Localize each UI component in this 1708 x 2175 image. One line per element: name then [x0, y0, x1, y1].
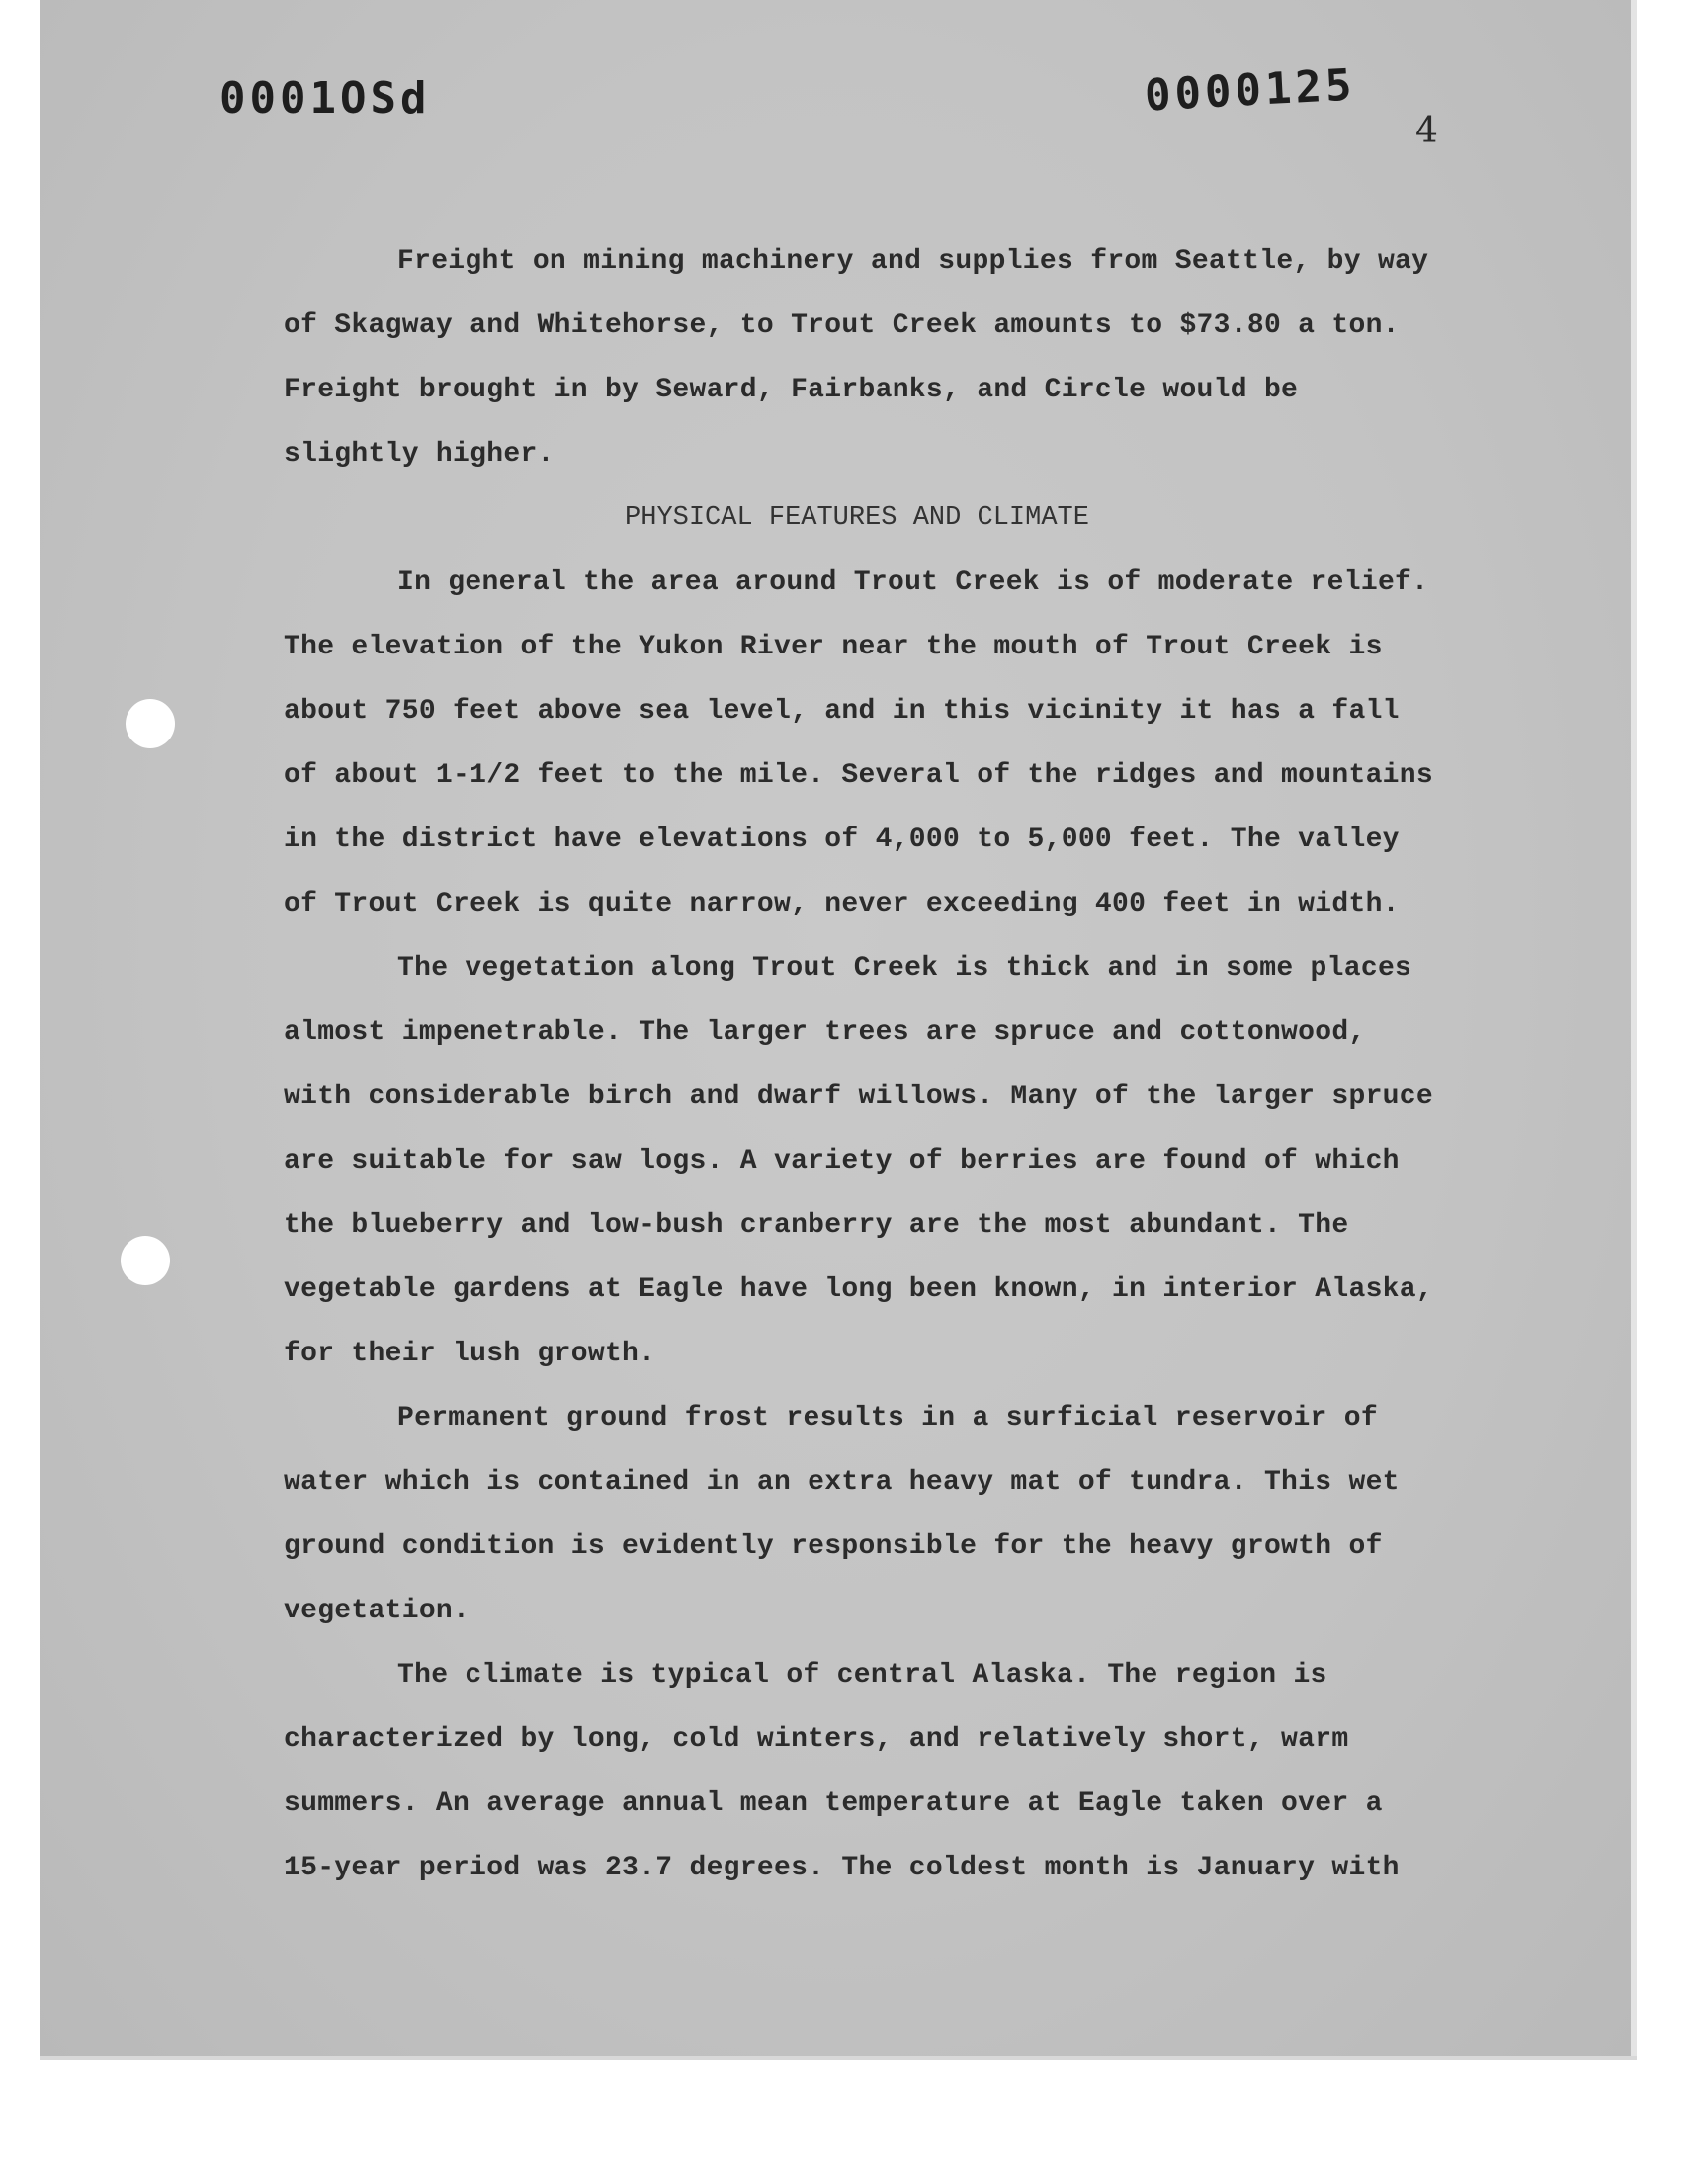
binder-hole-lower	[121, 1236, 170, 1285]
section-heading: PHYSICAL FEATURES AND CLIMATE	[625, 503, 1089, 533]
paragraph-relief: In general the area around Trout Creek is of moderate relief. The elevation of the Yukon River near the mouth of Trout Creek is about 750 feet above sea level, and in this vicinity it has a fall of about 1-1/2 feet to the mile. Several of the ridges and mountains in the district have elevations of 4,000 to 5,000 feet. The valley of Trout Creek is quite narrow, never exceeding 400 feet in width.	[284, 567, 1433, 919]
document-body	[284, 229, 1450, 1900]
page-number: 4	[1415, 111, 1438, 151]
stamp-number-inverted	[219, 73, 430, 124]
stamp-number-inverted-text: 0001OSd	[219, 73, 431, 124]
binder-hole-upper	[126, 699, 175, 748]
page-edge-right	[1631, 0, 1637, 2056]
paragraph-ground-frost: Permanent ground frost results in a surficial reservoir of water which is contained in an extra heavy mat of tundra. This wet ground condition is evidently responsible for the heavy growth of vegetation.	[284, 1403, 1400, 1626]
paragraph-vegetation: The vegetation along Trout Creek is thick and in some places almost impenetrable. The larger trees are spruce and cottonwood, with considerable birch and dwarf willows. Many of the larger spruce are suitable for saw logs. A variety of berries are found of which the blueberry and low-bush cranberry are the most abundant. The vegetable gardens at Eagle have long been known, in interior Alaska, for their lush growth.	[284, 953, 1433, 1369]
paragraph-freight: Freight on mining machinery and supplies from Seattle, by way of Skagway and Whitehorse, to Trout Creek amounts to $73.80 a ton. Freight brought in by Seward, Fairbanks, and Circle would be slightly higher.	[284, 246, 1429, 470]
stamp-number: 0000125	[1143, 59, 1357, 122]
paragraph-climate: The climate is typical of central Alaska. The region is characterized by long, cold winters, and relatively short, warm summers. An average annual mean temperature at Eagle taken over a 15-year period was 23.7 degrees. The coldest month is January with	[284, 1660, 1400, 1883]
page-edge-bottom	[40, 2056, 1637, 2060]
